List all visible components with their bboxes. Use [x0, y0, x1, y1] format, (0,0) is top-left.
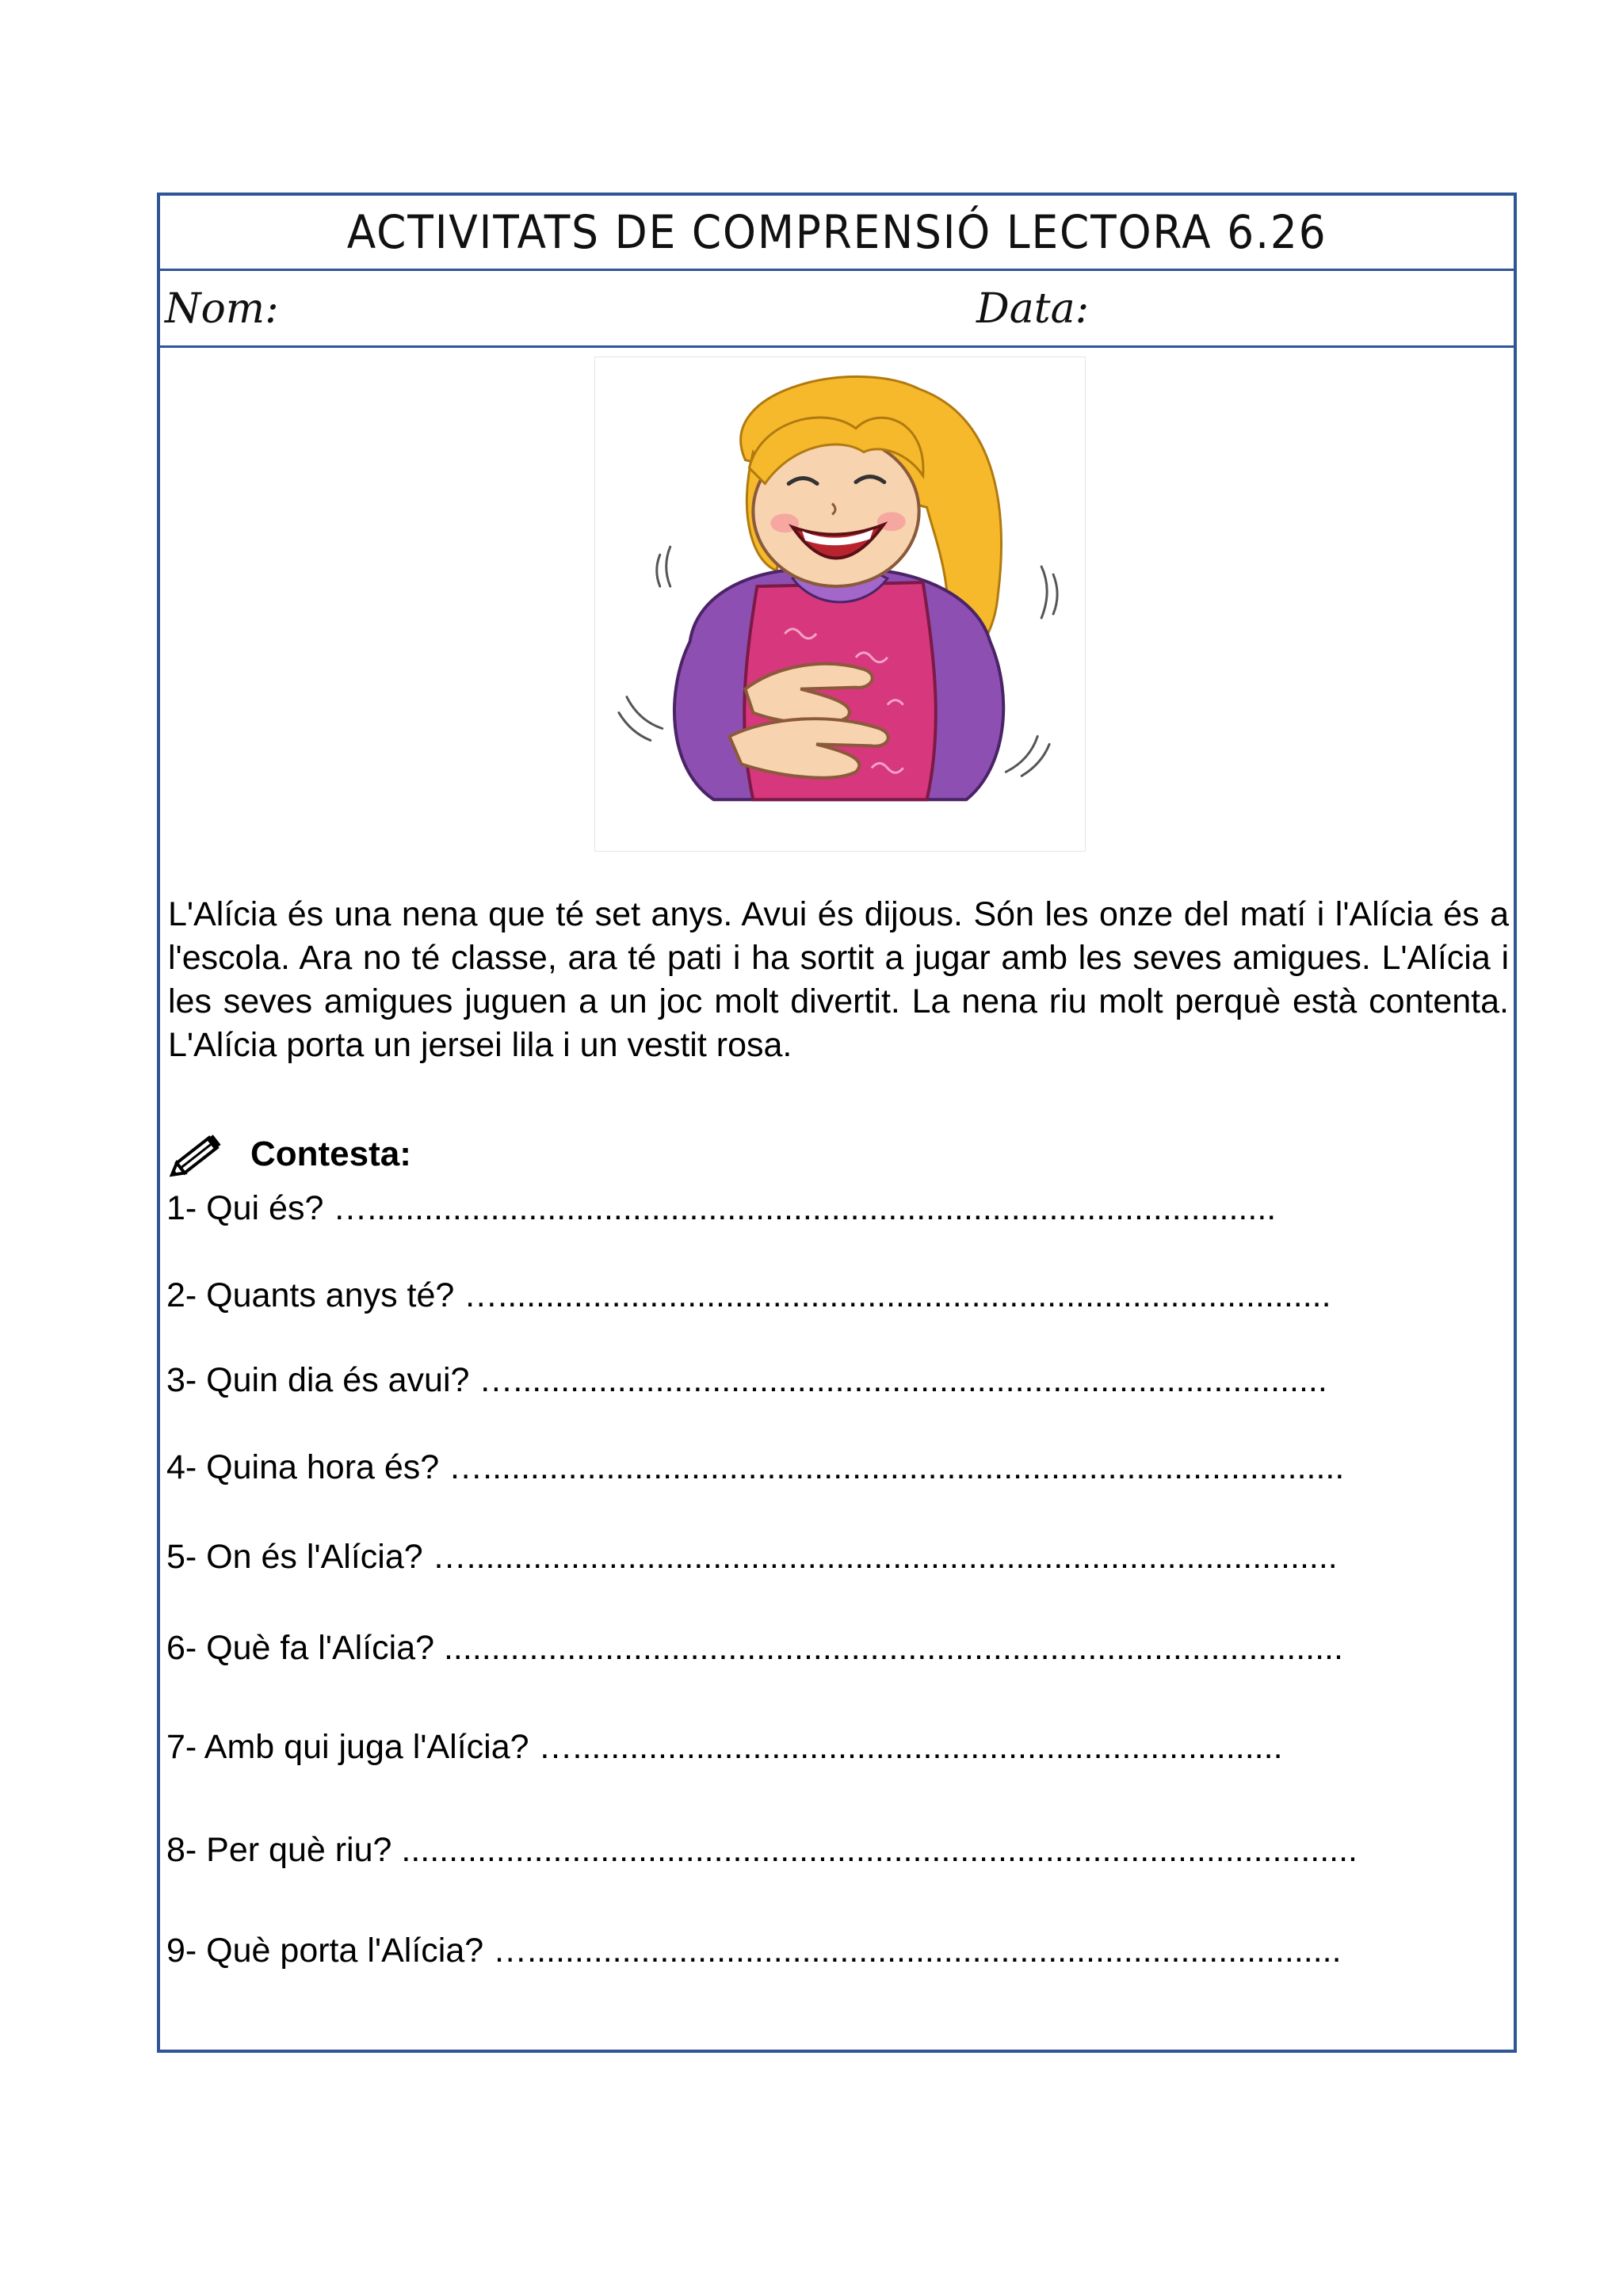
name-label: Nom: [165, 285, 279, 333]
name-date-row [160, 271, 1514, 348]
question-7: 7- Amb qui juga l'Alícia? …........................................................................... [166, 1728, 1283, 1766]
question-8: 8- Per què riu? ..................................................................................................... [166, 1831, 1358, 1869]
page-title: ACTIVITATS DE COMPRENSIÓ LECTORA 6.26 [346, 205, 1327, 259]
instruction-label: Contesta: [250, 1135, 411, 1173]
question-1: 1- Qui és? …................................................................................................ [166, 1189, 1277, 1227]
worksheet-frame [157, 193, 1517, 2053]
question-3: 3- Quin dia és avui? …...................................................................................... [166, 1361, 1327, 1399]
instruction [168, 1127, 411, 1182]
question-9: 9- Què porta l'Alícia? …...................................................................................... [166, 1932, 1342, 1970]
date-label: Data: [976, 285, 1090, 333]
laughing-girl-icon [595, 357, 1085, 851]
question-5: 5- On és l'Alícia? …............................................................................................ [166, 1538, 1338, 1576]
question-6: 6- Què fa l'Alícia? ............................................................................................... [166, 1629, 1343, 1667]
question-2: 2- Quants anys té? …........................................................................................ [166, 1276, 1331, 1314]
title-row [160, 196, 1514, 271]
reading-passage: L'Alícia és una nena que té set anys. Avui és dijous. Són les onze del matí i l'Alícia és a l'escola. Ara no té classe, ara té pati i ha sortit a jugar amb les seves amigues. L'Alícia i les seves amigues juguen a un joc molt divertit. La nena riu molt perquè està contenta. L'Alícia porta un jersei lila i un vestit rosa. [168, 895, 1509, 1064]
laughing-girl-illustration [594, 357, 1086, 852]
question-4: 4- Quina hora és? …........................................................................................... [166, 1448, 1345, 1486]
pencil-icon [168, 1127, 228, 1182]
